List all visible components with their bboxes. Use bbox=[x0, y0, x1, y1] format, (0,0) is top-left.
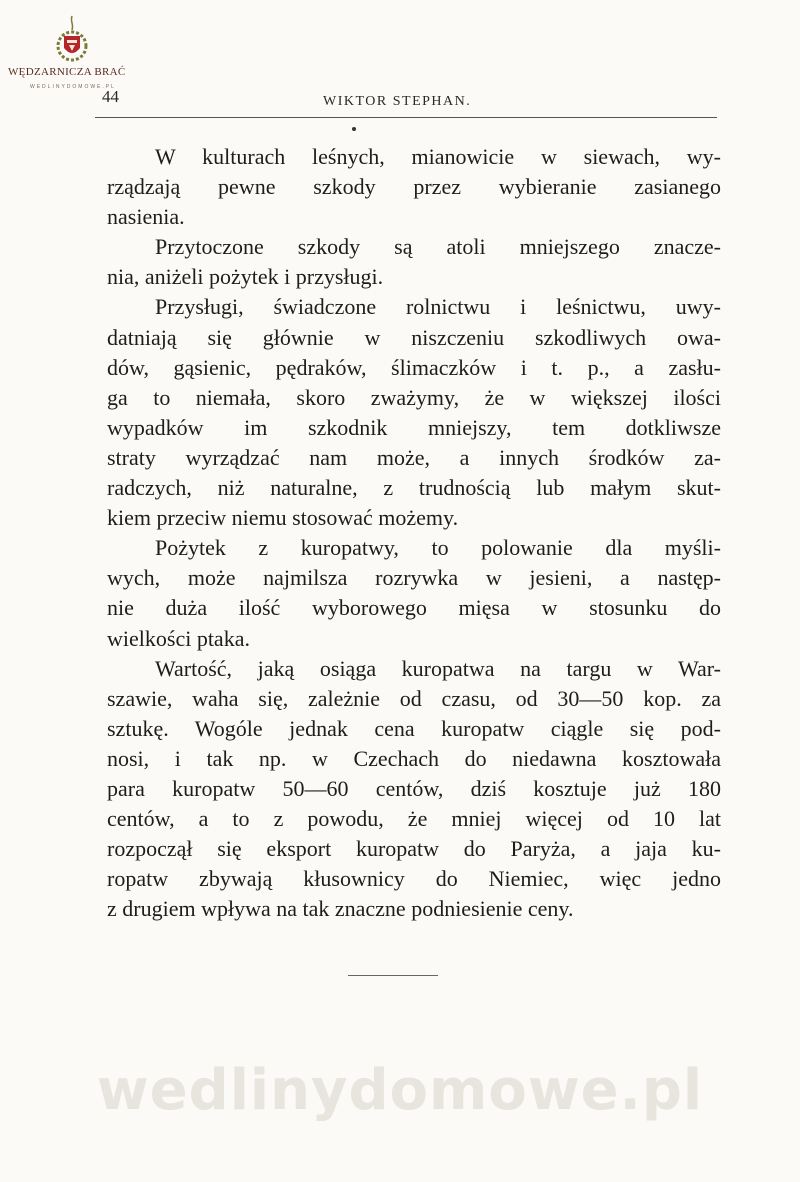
text-line: z drugiem wpływa na tak znaczne podniesienie ceny. bbox=[107, 896, 574, 922]
text-line: kiem przeciw niemu stosować możemy. bbox=[107, 505, 459, 531]
text-line: rządzają pewne szkody przez wybieranie zasianego bbox=[107, 174, 721, 200]
body-text bbox=[107, 142, 721, 924]
ornament-dot bbox=[352, 127, 356, 131]
text-line: Przytoczone szkody są atoli mniejszego znacze- bbox=[155, 234, 721, 260]
text-line: radczych, niż naturalne, z trudnością lub małym skut- bbox=[107, 475, 721, 501]
header-rule bbox=[95, 117, 717, 118]
footer-rule bbox=[348, 975, 438, 976]
text-line: para kuropatw 50—60 centów, dziś kosztuje już 180 bbox=[107, 775, 721, 801]
text-line: ropatw zbywają kłusownicy do Niemiec, więc jedno bbox=[107, 866, 721, 892]
text-line: ga to niemała, skoro zważymy, że w większej ilości bbox=[107, 384, 721, 410]
brand-tagline: WEDLINYDOMOWE.PL bbox=[30, 84, 116, 90]
brand-name: WĘDZARNICZA BRAĆ bbox=[8, 66, 126, 78]
text-line: wypadków im szkodnik mniejszy, tem dotkliwsze bbox=[107, 414, 721, 440]
page-number: 44 bbox=[102, 87, 119, 106]
crest-sprig-icon bbox=[71, 16, 72, 30]
text-line: rozpoczął się eksport kuropatw do Paryża, a jaja ku- bbox=[107, 836, 721, 862]
running-head: WIKTOR STEPHAN. bbox=[323, 94, 472, 109]
text-line: Wartość, jaką osiąga kuropatwa na targu w War- bbox=[155, 655, 721, 681]
text-line: W kulturach leśnych, mianowicie w siewach, wy- bbox=[155, 144, 721, 169]
text-line: dów, gąsienic, pędraków, ślimaczków i t. p., a zasłu- bbox=[107, 354, 721, 380]
text-line: centów, a to z powodu, że mniej więcej od 10 lat bbox=[107, 806, 721, 832]
text-line: datniają się głównie w niszczeniu szkodliwych owa- bbox=[107, 324, 721, 350]
text-line: Przysługi, świadczone rolnictwu i leśnictwu, uwy- bbox=[155, 294, 721, 320]
watermark: wedlinydomowe.pl bbox=[96, 1058, 704, 1123]
brand-crest-logo bbox=[52, 14, 92, 70]
text-line: wych, może najmilsza rozrywka w jesieni, a następ- bbox=[107, 565, 721, 591]
text-line: nosi, i tak np. w Czechach do niedawna kosztowała bbox=[107, 745, 721, 771]
text-line: nasienia. bbox=[107, 204, 185, 230]
text-line: sztukę. Wogóle jednak cena kuropatw ciągle się pod- bbox=[107, 715, 721, 741]
text-line: wielkości ptaka. bbox=[107, 625, 250, 651]
text-line: Pożytek z kuropatwy, to polowanie dla myśli- bbox=[155, 535, 721, 561]
text-line: nia, aniżeli pożytek i przysługi. bbox=[107, 264, 384, 290]
text-line: straty wyrządzać nam może, a innych środków za- bbox=[107, 444, 721, 470]
text-line: szawie, waha się, zależnie od czasu, od 30—50 kop. za bbox=[107, 685, 721, 711]
text-line: nie duża ilość wyborowego mięsa w stosunku do bbox=[107, 595, 721, 621]
